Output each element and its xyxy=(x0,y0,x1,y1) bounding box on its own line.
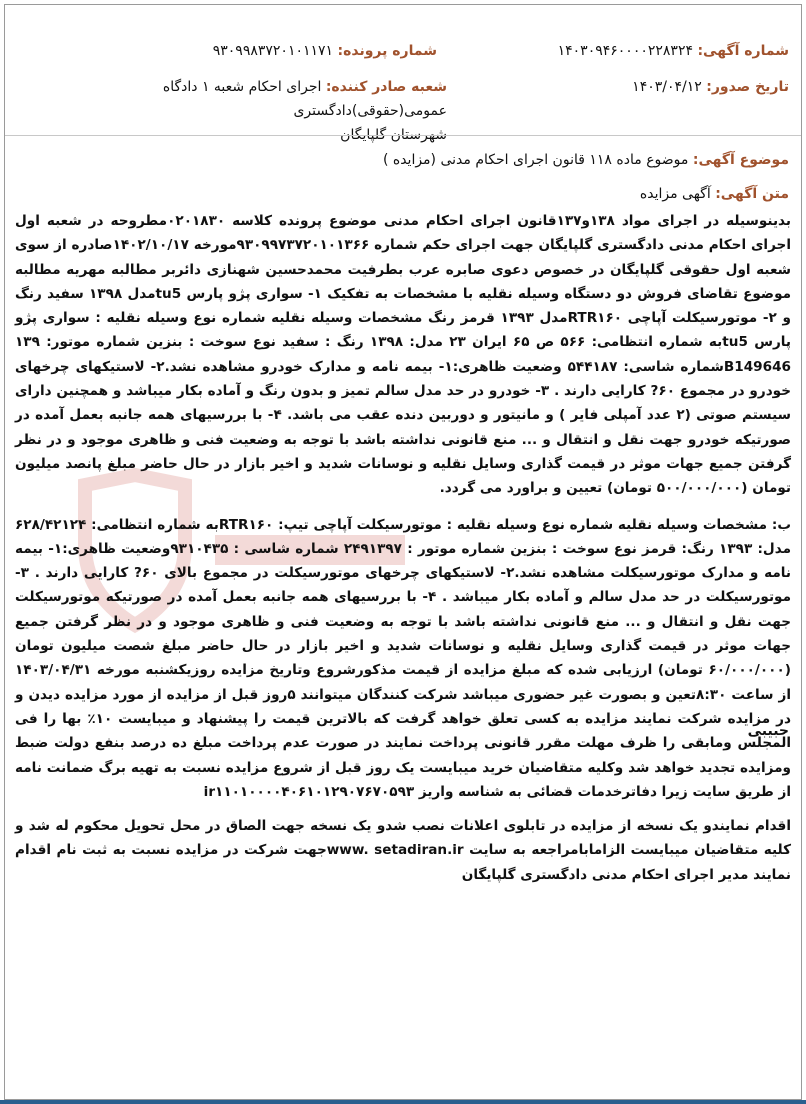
issuing-branch-line2: شهرستان گلپایگان xyxy=(340,127,447,143)
notice-number-label: شماره آگهی: xyxy=(697,43,789,59)
case-number: ۹۳۰۹۹۸۳۷۲۰۱۰۱۱۷۱ xyxy=(212,43,334,59)
subject-label: موضوع آگهی: xyxy=(692,152,789,168)
body-paragraph-2: ب: مشخصات وسیله نقلیه شماره نوع وسیله نقلیه : موتورسیکلت آپاچی تیپ: RTR۱۶۰به شماره انتظامی: ۶۲۸/۴۲۱۲۴ مدل: ۱۳۹۳ رنگ: قرمز نوع سوخت : بنزین شماره موتور : ۲۴۹۱۳۹۷ شماره شاسی : ۹۳۱۰۴۳۵وضعیت ظاهری:۱- بیمه نامه و مدارک موتورسیکلت مشاهده نشد.۲- لاستیکهای چرخهای موتورسیکلت در مجموع بالای ۶۰? کارایی دارند . ۳- موتورسیکلت در حد مدل سالم و آماده بکار میباشد . ۴- با بررسیهای همه جانبه بعمل آمده در صورتیکه موتورسیکلت جهت نقل و انتقال و ... منع قانونی نداشته باشد با توجه به وضعیت فنی و ظاهری موجود و در نظر گرفتن جمیع جهات موثر در قیمت گذاری وسایل نقلیه و نوسانات شدید و اخیر بازار در حال حاضر مبلغ شصت میلیون تومان (۶۰/۰۰۰/۰۰۰ تومان) ارزیابی شده که مبلغ مزایده از قیمت مذکورشروع وتاریخ مزایده روزیکشنبه مورخه ۱۴۰۳/۰۴/۳۱ از ساعت ۸:۳۰تعین و بصورت غیر حضوری میباشد شرکت کنندگان میتوانند ۵روز قبل از مزایده از مورد مزایده دیدن و در مزایده شرکت نمایند مزایده به کسی تعلق خواهد گرفت که بالاترین قیمت را پیشنهاد و میبایست ۱۰٪ بها را فی المجلس ومابقی را ظرف مهلت مقرر قانونی پرداخت نمایند در صورت عدم پرداخت مبلغ ده درصد بنفع دولت ضبط ومزایده تجدید خواهد شد وکلیه متقاضیان خرید میبایست یک روز قبل از شروع مزایده نسبت به تهیه برگ ضمانت نامه از طریق سایت زیرا دفاترخدمات قضائی به شناسه واریز ir۱۱۰۱۰۰۰۰۴۰۶۱۰۱۲۹۰۷۶۷۰۵۹۳ xyxy=(15,516,792,800)
issuing-branch-line1: اجرای احکام شعبه ۱ دادگاه عمومی(حقوقی)دادگستری xyxy=(162,79,447,119)
notice-number-row xyxy=(558,39,789,63)
issue-date: ۱۴۰۳/۰۴/۱۲ xyxy=(632,79,702,95)
notice-header xyxy=(5,5,801,153)
issuing-branch-row xyxy=(17,75,447,147)
body-paragraph-3: اقدام نمایندو یک نسخه از مزایده در تابلوی اعلانات نصب شدو یک نسخه جهت الصاق در محل تحویل محکوم له شد و کلیه متقاضیان میبایست الزامابامراجعه به سایت www. setadiran.irجهت شرکت در مزایده نسبت به ثبت نام اقدام نمایند مدیر اجرای احکام مدنی دادگستری گلپایگان xyxy=(15,818,792,883)
notice-body xyxy=(15,209,791,887)
subject-row xyxy=(383,147,789,173)
issuing-branch-label: شعبه صادر کننده: xyxy=(325,79,447,95)
header-divider xyxy=(5,135,801,136)
case-number-label: شماره پرونده: xyxy=(337,43,437,59)
notice-page xyxy=(4,4,802,1100)
body-paragraph-1: بدینوسیله در اجرای مواد ۱۳۸و۱۳۷قانون اجرای احکام مدنی موضوع پرونده کلاسه ۰۲۰۱۸۳۰مطروحه در شعبه اول اجرای احکام مدنی دادگستری گلپایگان جهت اجرای حکم شماره ۹۳۰۹۹۷۳۷۲۰۱۰۱۳۶۶مورخه ۱۴۰۲/۱۰/۱۷صادره از سوی شعبه اول حقوقی گلپایگان در خصوص دعوی صابره عرب بطرفیت محمدحسین شهنازی دائربر مطالبه مهریه مطالبه موضوع تقاضای فروش دو دستگاه وسیله نقلیه با مشخصات به تفکیک ۱- سواری پژو پارس tu5مدل ۱۳۹۸ سفید رنگ و ۲- موتورسیکلت آپاچی RTR۱۶۰مدل ۱۳۹۳ قرمز رنگ مشخصات وسیله نقلیه شماره نوع وسیله نقلیه : سواری پژو پارس tu5به شماره انتظامی: ۵۶۶ ص ۶۵ ایران ۲۳ مدل: ۱۳۹۸ رنگ : سفید نوع سوخت : بنزین شماره موتور: ۱۳۹ B149646شماره شاسی: ۵۴۴۱۸۷ وضعیت ظاهری:۱- بیمه نامه و مدارک خودرو مشاهده نشد.۲- لاستیکهای چرخهای خودرو در مجموع ۶۰? کارایی دارند . ۳- خودرو در حد مدل سالم تمیز و بدون رنگ و آماده بکار میباشد و همچنین دارای سیستم صوتی (۲ عدد آمپلی فایر ) و مانیتور و دوربین دنده عقب می باشد. ۴- با بررسیهای همه جانبه بعمل آمده در صورتیکه خودرو جهت نقل و انتقال و ... منع قانونی نداشته باشد با توجه به وضعیت فنی و ظاهری موجود و در نظر گرفتن جمیع جهات موثر در قیمت گذاری وسایل نقلیه و نوسانات شدید و اخیر بازار در حال حاضر مبلغ پانصد میلیون تومان (۵۰۰/۰۰۰/۰۰۰ تومان) تعیین و براورد می گردد. xyxy=(15,213,792,497)
issue-date-row xyxy=(632,75,789,99)
notice-text-row xyxy=(640,181,789,207)
issue-date-label: تاریخ صدور: xyxy=(706,79,789,95)
signature: حبیبی xyxy=(747,723,789,739)
notice-number: ۱۴۰۳۰۹۴۶۰۰۰۰۲۲۸۳۲۴ xyxy=(557,43,693,59)
bottom-bar xyxy=(0,1100,806,1104)
notice-title: آگهی مزایده xyxy=(639,186,711,202)
notice-text-label: متن آگهی: xyxy=(715,186,789,202)
subject-value: موضوع ماده ۱۱۸ قانون اجرای احکام مدنی (مزایده ) xyxy=(382,152,689,168)
case-number-row xyxy=(17,39,437,63)
